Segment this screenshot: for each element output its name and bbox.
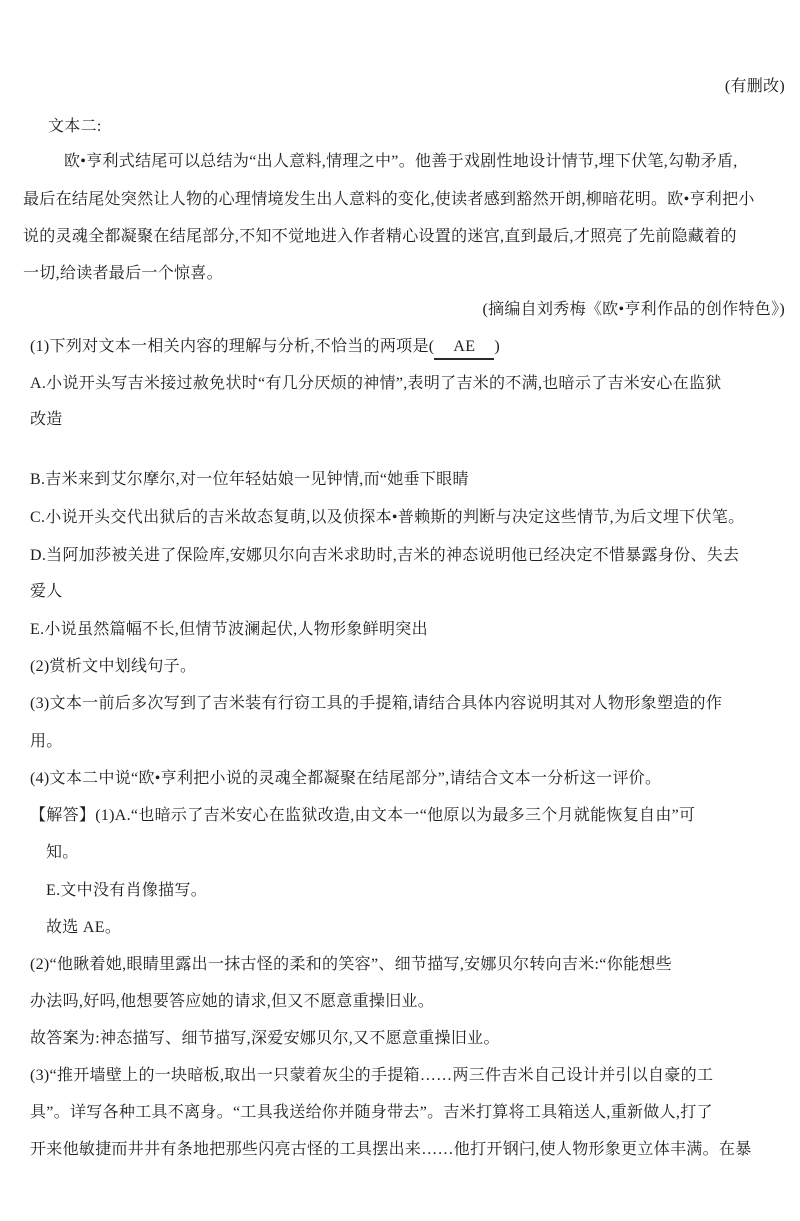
answer-2-line-1: (2)“他瞅着她,眼睛里露出一抹古怪的柔和的笑容”、细节描写,安娜贝尔转向吉米:“你能想些 (30, 956, 672, 973)
edit-note: (有删改) (724, 78, 785, 95)
solution-line-2: 知。 (46, 844, 79, 861)
option-a-line-1: A.小说开头写吉米接过赦免状时“有几分厌烦的神情”,表明了吉米的不满,也暗示了吉米安心在监狱 (30, 375, 722, 392)
question-3-line-2: 用。 (30, 733, 63, 750)
answer-2-conclusion: 故答案为:神态描写、细节描写,深爱安娜贝尔,又不愿意重操旧业。 (30, 1030, 500, 1047)
solution-conclusion-1: 故选 AE。 (46, 919, 122, 936)
question-1-stem (30, 334, 500, 360)
solution-line-1: 【解答】(1)A.“也暗示了吉米安心在监狱改造,由文本一“他原以为最多三个月就能恢复自由”可 (30, 807, 696, 824)
option-e: E.小说虽然篇幅不长,但情节波澜起伏,人物形象鲜明突出 (30, 621, 428, 638)
essay-line-2: 最后在结尾处突然让人物的心理情境发生出人意料的变化,使读者感到豁然开朗,柳暗花明。欧•亨利把小 (23, 191, 755, 208)
answer-3-line-2: 具”。详写各种工具不离身。“工具我送给你并随身带去”。吉米打算将工具箱送人,重新做人,打了 (30, 1104, 713, 1121)
essay-line-4: 一切,给读者最后一个惊喜。 (23, 265, 223, 282)
option-d-line-2: 爱人 (30, 583, 63, 600)
option-d-line-1: D.当阿加莎被关进了保险库,安娜贝尔向吉米求助时,吉米的神态说明他已经决定不惜暴露身份、失去 (30, 547, 740, 564)
essay-line-3: 说的灵魂全都凝聚在结尾部分,不知不觉地进入作者精心设置的迷宫,直到最后,才照亮了先前隐藏着的 (23, 228, 737, 245)
option-b: B.吉米来到艾尔摩尔,对一位年轻姑娘一见钟情,而“她垂下眼睛 (30, 471, 469, 488)
essay-line-1: 欧•亨利式结尾可以总结为“出人意料,情理之中”。他善于戏剧性地设计情节,埋下伏笔,勾勒矛盾, (64, 153, 738, 170)
answer-3-line-1: (3)“推开墙壁上的一块暗板,取出一只蒙着灰尘的手提箱……两三件吉米自己设计并引以自豪的工 (30, 1067, 714, 1084)
source-credit: (摘编自刘秀梅《欧•亨利作品的创作特色》) (482, 301, 785, 318)
question-4: (4)文本二中说“欧•亨利把小说的灵魂全都凝聚在结尾部分”,请结合文本一分析这一评价。 (30, 770, 662, 787)
question-2: (2)赏析文中划线句子。 (30, 658, 197, 675)
solution-e-note: E.文中没有肖像描写。 (46, 882, 208, 899)
question-1-prefix: (1)下列对文本一相关内容的理解与分析,不恰当的两项是( (30, 338, 435, 355)
answer-2-line-2: 办法吗,好吗,他想要答应她的请求,但又不愿意重操旧业。 (30, 993, 435, 1010)
answer-3-line-3: 开来他敏捷而井井有条地把那些闪亮古怪的工具摆出来……他打开钢闩,使人物形象更立体丰满。在暴 (30, 1141, 752, 1158)
option-a-line-2: 改造 (30, 411, 63, 428)
question-1-suffix: ) (494, 338, 501, 355)
answer-blank: AE (434, 337, 494, 360)
question-3-line-1: (3)文本一前后多次写到了吉米装有行窃工具的手提箱,请结合具体内容说明其对人物形象塑造的作 (30, 695, 723, 712)
section-label: 文本二: (48, 118, 102, 135)
option-c: C.小说开头交代出狱后的吉米故态复萌,以及侦探本•普赖斯的判断与决定这些情节,为后文埋下伏笔。 (30, 509, 745, 526)
